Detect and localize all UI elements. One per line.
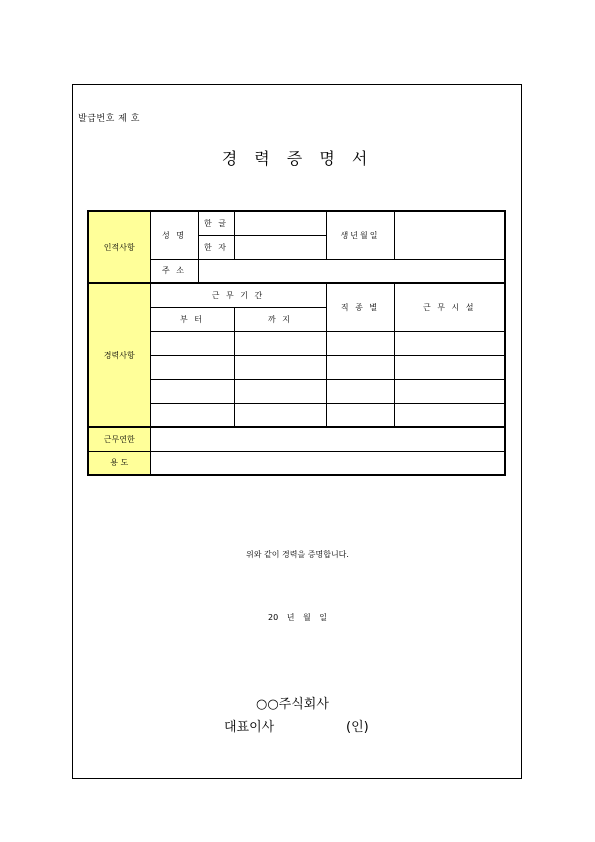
position-field[interactable] <box>326 403 394 427</box>
birthdate-label: 생년월일 <box>326 211 394 259</box>
career-row <box>88 331 505 355</box>
hanja-label: 한 자 <box>198 235 234 259</box>
certification-statement: 위와 같이 경력을 증명합니다. <box>246 550 349 559</box>
company-name: ○○주식회사 <box>256 697 329 712</box>
name-label: 성 명 <box>150 211 198 259</box>
years-field[interactable] <box>150 427 505 451</box>
career-row <box>88 403 505 427</box>
position-field[interactable] <box>326 379 394 403</box>
workplace-field[interactable] <box>394 355 505 379</box>
issue-date-line: 20 년 월 일 <box>268 613 327 622</box>
career-certificate-form <box>87 210 506 476</box>
document-title: 경 력 증 명 서 <box>221 149 374 168</box>
hanja-name-field[interactable] <box>234 235 326 259</box>
purpose-field[interactable] <box>150 451 505 475</box>
career-row <box>88 355 505 379</box>
from-field[interactable] <box>150 379 234 403</box>
birthdate-field[interactable] <box>394 211 505 259</box>
position-field[interactable] <box>326 355 394 379</box>
issue-number: 발급번호 제 호 <box>78 114 140 124</box>
to-field[interactable] <box>234 403 326 427</box>
workplace-field[interactable] <box>394 379 505 403</box>
workplace-field[interactable] <box>394 403 505 427</box>
hangul-label: 한 글 <box>198 211 234 235</box>
career-section-label: 경력사항 <box>88 283 150 427</box>
to-field[interactable] <box>234 355 326 379</box>
address-label: 주 소 <box>150 259 198 283</box>
to-label: 까 지 <box>234 307 326 331</box>
seal-mark: (인) <box>346 720 369 735</box>
to-field[interactable] <box>234 331 326 355</box>
hangul-name-field[interactable] <box>234 211 326 235</box>
purpose-label: 용 도 <box>88 451 150 475</box>
career-row <box>88 379 505 403</box>
from-label: 부 터 <box>150 307 234 331</box>
to-field[interactable] <box>234 379 326 403</box>
position-field[interactable] <box>326 331 394 355</box>
years-label: 근무연한 <box>88 427 150 451</box>
ceo-title: 대표이사 <box>224 720 275 735</box>
personal-section-label: 인적사항 <box>88 211 150 283</box>
from-field[interactable] <box>150 355 234 379</box>
workplace-label: 근 무 시 설 <box>394 283 505 331</box>
address-field[interactable] <box>198 259 505 283</box>
period-label: 근 무 기 간 <box>150 283 326 307</box>
from-field[interactable] <box>150 403 234 427</box>
from-field[interactable] <box>150 331 234 355</box>
workplace-field[interactable] <box>394 331 505 355</box>
position-label: 직 종 별 <box>326 283 394 331</box>
